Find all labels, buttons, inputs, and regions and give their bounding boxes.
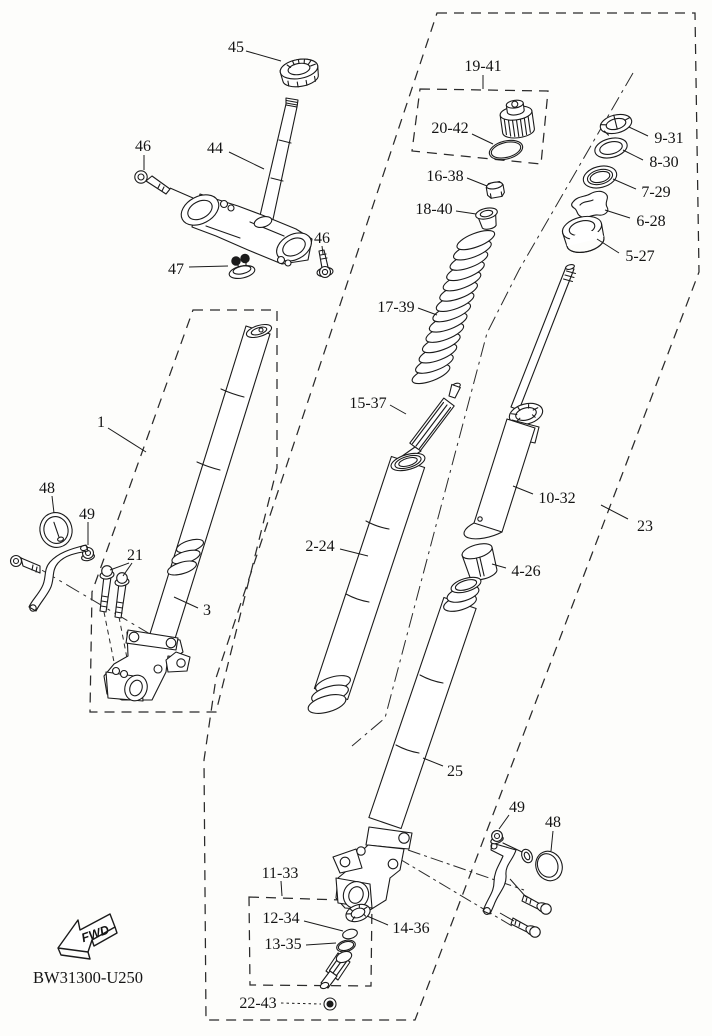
part-label-4-26: 4-26	[511, 563, 541, 580]
damper-adjust-rod-part	[396, 382, 461, 464]
part-label-9-31: 9-31	[654, 130, 684, 147]
cap-o-ring-part	[487, 137, 524, 163]
part-label-1: 1	[97, 414, 105, 431]
dust-seal-part	[560, 213, 607, 257]
leader-21a	[110, 563, 129, 570]
leader-16-38	[467, 178, 487, 186]
part-label-22-43: 22-43	[239, 995, 277, 1012]
reflector-right-part	[531, 847, 566, 885]
leader-7-29	[613, 179, 636, 189]
leader-11-33	[281, 881, 282, 896]
spring-seat-part	[475, 206, 501, 231]
part-label-10-32: 10-32	[538, 490, 576, 507]
fwd-label: FWD	[79, 922, 112, 946]
leader-48R	[551, 831, 553, 851]
part-label-49-right: 49	[509, 799, 525, 816]
part-label-7-29: 7-29	[641, 184, 671, 201]
steering-stem-part	[176, 98, 316, 267]
pinch-bolt-upper-right-part	[316, 250, 333, 278]
leader-23	[601, 505, 628, 519]
part-label-48-right: 48	[545, 814, 561, 831]
leader-46a2	[170, 188, 193, 198]
leader-47	[189, 266, 228, 267]
inner-tube-part	[306, 450, 427, 717]
leader-13-35	[306, 943, 336, 945]
leader-18-40	[456, 211, 476, 214]
part-label-49-left: 49	[79, 506, 95, 523]
leader-1	[108, 428, 146, 452]
part-label-48-left: 48	[39, 480, 55, 497]
leader-9-31	[629, 127, 648, 136]
part-label-3: 3	[203, 602, 211, 619]
leader-20-42	[472, 134, 493, 144]
part-label-13-35: 13-35	[264, 936, 302, 953]
leader-14-36	[367, 916, 388, 925]
leader-49R	[499, 815, 509, 829]
leader-45	[246, 51, 281, 61]
part-label-19-41: 19-41	[464, 58, 502, 75]
leader-17-39	[418, 308, 437, 315]
diagram-code: BW31300-U250	[33, 968, 143, 987]
pinch-bolt-upper-left-part	[135, 171, 170, 194]
leader-5-27	[597, 239, 619, 253]
leader-8-30	[623, 150, 643, 160]
reflector-nut-right-part	[490, 831, 504, 846]
fork-cap-part	[498, 98, 535, 140]
part-label-12-34: 12-34	[262, 910, 300, 927]
part-label-11-33: 11-33	[261, 865, 299, 882]
bracket-bolts-right-part	[511, 895, 553, 938]
locknut-part	[486, 181, 505, 199]
part-label-23: 23	[637, 518, 653, 535]
adjuster-o-rings-part	[335, 928, 358, 954]
leader-44	[229, 152, 264, 169]
steering-bearing-part	[279, 56, 321, 89]
leader-bolt1-right	[510, 879, 526, 897]
seal-washer-part	[593, 135, 630, 161]
part-label-21: 21	[127, 547, 143, 564]
rebound-adjuster-bolt-part	[319, 949, 353, 989]
outer-tube-part	[369, 574, 483, 828]
snap-ring-part	[572, 191, 608, 217]
oil-seal-part	[581, 163, 619, 192]
reflector-bracket-left-part	[11, 545, 89, 612]
part-label-47: 47	[168, 261, 184, 278]
left-fork-leg-part	[104, 322, 273, 704]
leader-10-32	[513, 486, 533, 494]
leader-22-43	[281, 1003, 321, 1004]
part-label-17-39: 17-39	[377, 299, 415, 316]
part-label-18-40: 18-40	[415, 201, 453, 218]
part-label-46-right: 46	[314, 230, 330, 247]
part-label-16-38: 16-38	[426, 168, 464, 185]
retaining-clip-part	[598, 111, 633, 136]
part-label-6-28: 6-28	[636, 213, 666, 230]
part-label-14-36: 14-36	[392, 920, 430, 937]
leader-12-34	[304, 921, 343, 931]
reflector-left-part	[36, 509, 76, 551]
leader-25	[423, 758, 443, 766]
right-axle-bracket-part	[333, 827, 412, 912]
leader-6-28	[605, 210, 630, 218]
part-label-2-24: 2-24	[305, 538, 335, 555]
part-label-45: 45	[228, 39, 244, 56]
part-label-44: 44	[207, 140, 223, 157]
part-label-20-42: 20-42	[431, 120, 469, 137]
slide-bushing-part	[460, 541, 499, 583]
fork-spring-part	[410, 227, 497, 388]
ring-nut-part	[228, 254, 256, 280]
part-label-5-27: 5-27	[625, 248, 655, 265]
part-label-25: 25	[447, 763, 463, 780]
part-label-15-37: 15-37	[349, 395, 387, 412]
part-label-46-left: 46	[135, 138, 151, 155]
leader-15-37	[390, 405, 406, 414]
drain-nut-part	[324, 998, 336, 1010]
leader-48L	[52, 496, 54, 513]
part-label-8-30: 8-30	[649, 154, 679, 171]
